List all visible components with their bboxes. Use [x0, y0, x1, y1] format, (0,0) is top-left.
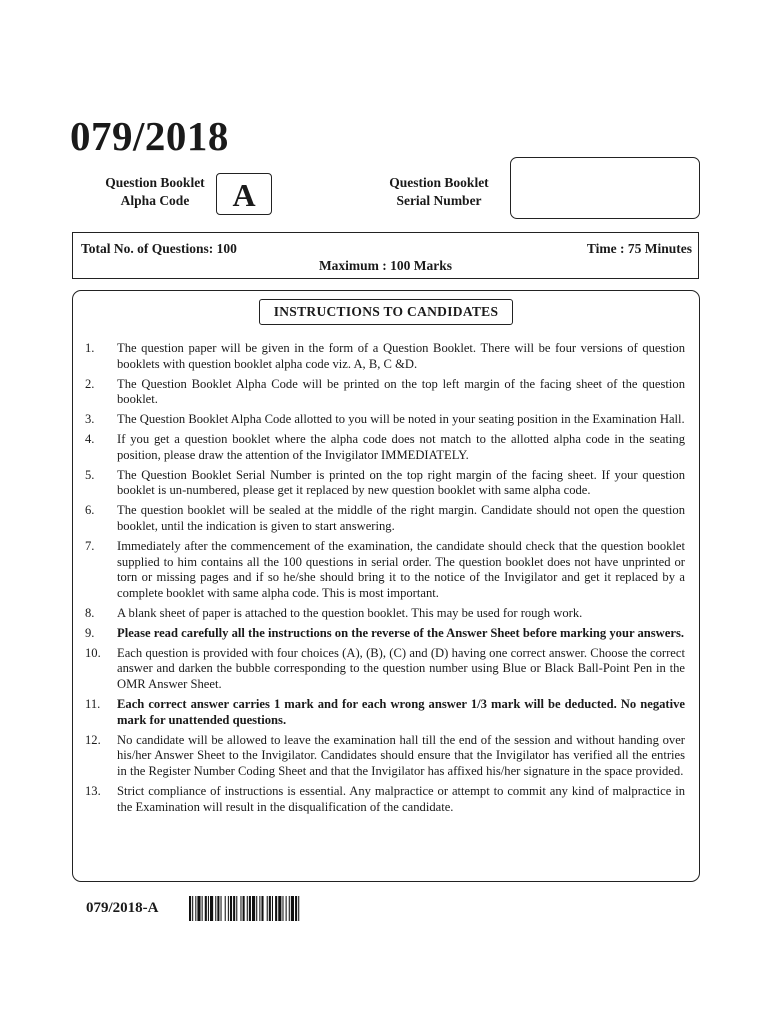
instruction-text: If you get a question booklet where the alpha code does not match to the allotted alpha code in the seating position, please draw the attention of the Invigilator IMMEDIATELY. — [117, 431, 685, 462]
instruction-item — [73, 432, 699, 464]
instruction-text: The question paper will be given in the form of a Question Booklet. There will be four versions of question booklets with question booklet alpha code viz. A, B, C &D. — [117, 341, 685, 371]
instruction-number: 11. — [85, 696, 101, 711]
instruction-number: 2. — [85, 376, 95, 391]
instruction-item — [73, 646, 699, 693]
instruction-text: The question booklet will be sealed at the middle of the right margin. Candidate should not open the question booklet, until the indication is given to start answering. — [117, 503, 685, 533]
instruction-text: The Question Booklet Serial Number is printed on the top right margin of the facing sheet. If your question booklet is un-numbered, please get it replaced by new question booklet with same alpha code. — [117, 467, 685, 498]
instruction-number: 5. — [85, 467, 95, 482]
footer-exam-code: 079/2018-A — [86, 900, 159, 916]
instruction-item — [73, 733, 699, 780]
instruction-text: Strict compliance of instructions is essential. Any malpractice or attempt to commit any kind of malpractice in the Examination will result in the disqualification of the candidate. — [117, 783, 685, 814]
instruction-item — [73, 697, 699, 729]
instruction-item — [73, 341, 699, 373]
serial-number-label — [377, 174, 501, 210]
instruction-item — [73, 539, 699, 602]
alpha-code-box: A — [216, 173, 272, 215]
instruction-text: The Question Booklet Alpha Code will be printed on the top left margin of the facing sheet of the question booklet. — [117, 376, 685, 407]
instruction-item — [73, 784, 699, 816]
barcode-icon — [189, 896, 363, 921]
instructions-panel — [72, 290, 700, 882]
instruction-item — [73, 468, 699, 500]
instruction-number: 6. — [85, 503, 95, 518]
instructions-list — [73, 341, 699, 820]
exam-info-box — [72, 232, 699, 279]
total-questions: Total No. of Questions: 100 — [81, 241, 237, 256]
instructions-title: INSTRUCTIONS TO CANDIDATES — [259, 299, 513, 325]
instruction-text: No candidate will be allowed to leave the examination hall till the end of the session and without handing over his/her Answer Sheet to the Invigilator. Candidates should ensure that the Invigilator has verified all the entries in the Register Number Coding Sheet and that the Invigilator has affixed his/her signature in the space provided. — [117, 732, 685, 779]
alpha-code-label-line1: Question Booklet — [105, 175, 205, 190]
instruction-number: 7. — [85, 538, 95, 553]
instruction-text: Please read carefully all the instructions on the reverse of the Answer Sheet before marking your answers. — [117, 625, 685, 640]
exam-time: Time : 75 Minutes — [586, 241, 692, 256]
instruction-item — [73, 606, 699, 622]
alpha-code-label-line2: Alpha Code — [120, 193, 190, 208]
instruction-item — [73, 412, 699, 428]
instruction-number: 8. — [85, 605, 95, 620]
instruction-item — [73, 503, 699, 535]
instruction-number: 4. — [85, 431, 95, 446]
instruction-number: 13. — [85, 783, 101, 798]
instruction-item — [73, 626, 699, 642]
instruction-number: 1. — [85, 341, 95, 355]
instruction-text: Each question is provided with four choices (A), (B), (C) and (D) having one correct answer. Choose the correct answer and darken the bubble corresponding to the question number using Blue or Black Ball-Point Pen in the OMR Answer Sheet. — [117, 645, 685, 692]
serial-number-label-line1: Question Booklet — [389, 175, 489, 190]
instruction-number: 9. — [85, 625, 95, 640]
instruction-number: 10. — [85, 645, 101, 660]
instruction-text: Immediately after the commencement of the examination, the candidate should check that the question booklet supplied to him contains all the 100 questions in serial order. The question booklet does not have unprinted or torn or missing pages and if so he/she should bring it to the notice of the Invigilator and get it replaced by a complete booklet with same alpha code. This is most important. — [117, 538, 685, 601]
exam-code-title: 079/2018 — [70, 113, 229, 159]
instruction-number: 3. — [85, 412, 95, 427]
maximum-marks: Maximum : 100 Marks — [318, 258, 453, 273]
instruction-number: 12. — [85, 732, 101, 747]
alpha-code-label — [92, 174, 218, 210]
serial-number-label-line2: Serial Number — [396, 193, 482, 208]
instruction-text: The Question Booklet Alpha Code allotted to you will be noted in your seating position in the Examination Hall. — [117, 412, 685, 427]
instruction-text: Each correct answer carries 1 mark and for each wrong answer 1/3 mark will be deducted. No negative mark for unattended questions. — [117, 696, 685, 727]
instruction-text: A blank sheet of paper is attached to the question booklet. This may be used for rough work. — [117, 605, 583, 620]
instruction-item — [73, 377, 699, 409]
serial-number-box — [510, 157, 700, 219]
